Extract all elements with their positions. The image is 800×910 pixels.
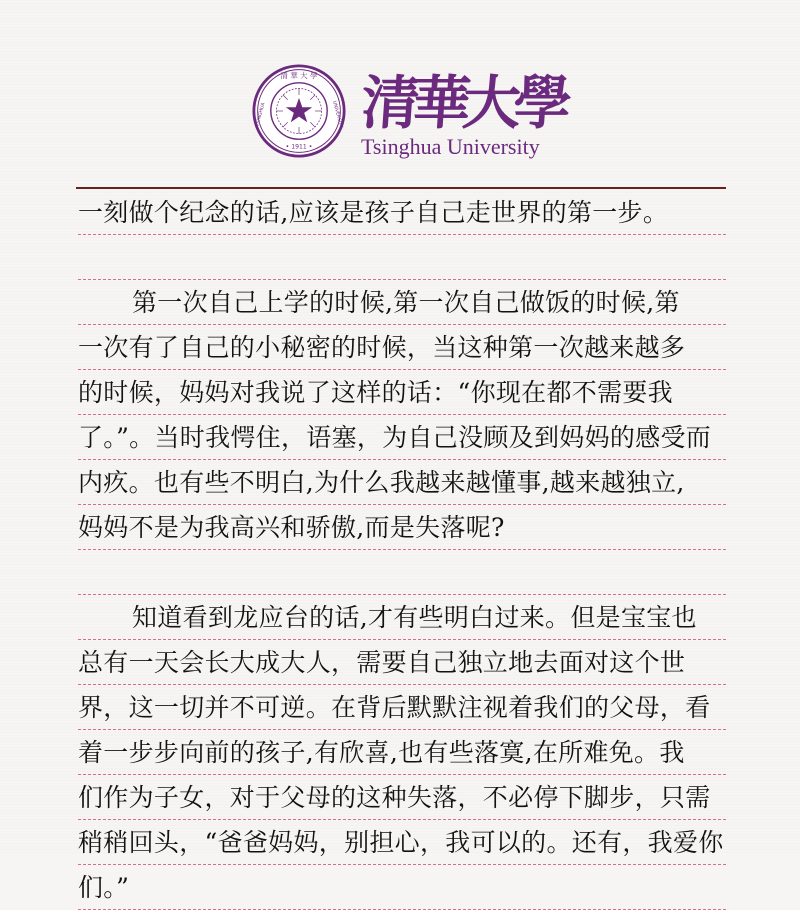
text-line <box>78 865 726 910</box>
logo-english: Tsinghua University <box>361 134 540 159</box>
svg-text:UNIVERSITY: UNIVERSITY <box>331 100 344 129</box>
header-divider <box>76 187 726 189</box>
line-text: 内疚。也有些不明白,为什么我越来越懂事,越来越独立, <box>78 468 685 497</box>
text-line <box>78 280 726 325</box>
text-line <box>78 190 726 235</box>
text-line <box>78 370 726 415</box>
text-line <box>78 415 726 460</box>
line-text: 稍稍回头，“爸爸妈妈，别担心，我可以的。还有，我爱你 <box>78 828 724 857</box>
text-line <box>78 775 726 820</box>
line-text: 总有一天会长大成大人，需要自己独立地去面对这个世 <box>78 648 686 677</box>
text-line <box>78 820 726 865</box>
text-line <box>78 685 726 730</box>
svg-text:清 華 大 學: 清 華 大 學 <box>280 71 318 81</box>
logo-chinese <box>359 60 573 137</box>
line-text: 界，这一切并不可逆。在背后默默注视着我们的父母，看 <box>78 693 711 722</box>
line-text: 第一次自己上学的时候,第一次自己做饭的时候,第 <box>132 288 680 317</box>
line-text: 的时候，妈妈对我说了这样的话：“你现在都不需要我 <box>78 378 673 407</box>
header <box>0 0 800 190</box>
line-text: 一刻做个纪念的话,应该是孩子自己走世界的第一步。 <box>78 198 669 227</box>
line-text: 了。”。当时我愕住，语塞，为自己没顾及到妈妈的感受而 <box>78 423 712 452</box>
text-line <box>78 325 726 370</box>
line-text: 一次有了自己的小秘密的时候，当这种第一次越来越多 <box>78 333 686 362</box>
essay-text <box>78 190 726 910</box>
text-line <box>78 595 726 640</box>
line-text: 着一步步向前的孩子,有欣喜,也有些落寞,在所难免。我 <box>78 738 685 767</box>
line-text: 妈妈不是为我高兴和骄傲,而是失落呢? <box>78 513 505 542</box>
text-line <box>78 505 726 550</box>
university-seal-icon <box>252 64 346 158</box>
text-line <box>78 235 726 280</box>
logo-char: 大 <box>460 69 522 137</box>
line-text: 知道看到龙应台的话,才有些明白过来。但是宝宝也 <box>132 603 697 632</box>
text-line <box>78 460 726 505</box>
logo-char: 學 <box>511 69 573 137</box>
text-line <box>78 640 726 685</box>
text-line <box>78 730 726 775</box>
logo-char: 清 <box>359 69 421 137</box>
svg-text:TSINGHUA: TSINGHUA <box>255 102 267 128</box>
svg-text:• 1911 •: • 1911 • <box>285 143 313 151</box>
logo-char: 華 <box>409 69 471 137</box>
text-line <box>78 550 726 595</box>
line-text: 们。” <box>78 873 130 902</box>
line-text: 们作为子女，对于父母的这种失落，不必停下脚步，只需 <box>78 783 711 812</box>
